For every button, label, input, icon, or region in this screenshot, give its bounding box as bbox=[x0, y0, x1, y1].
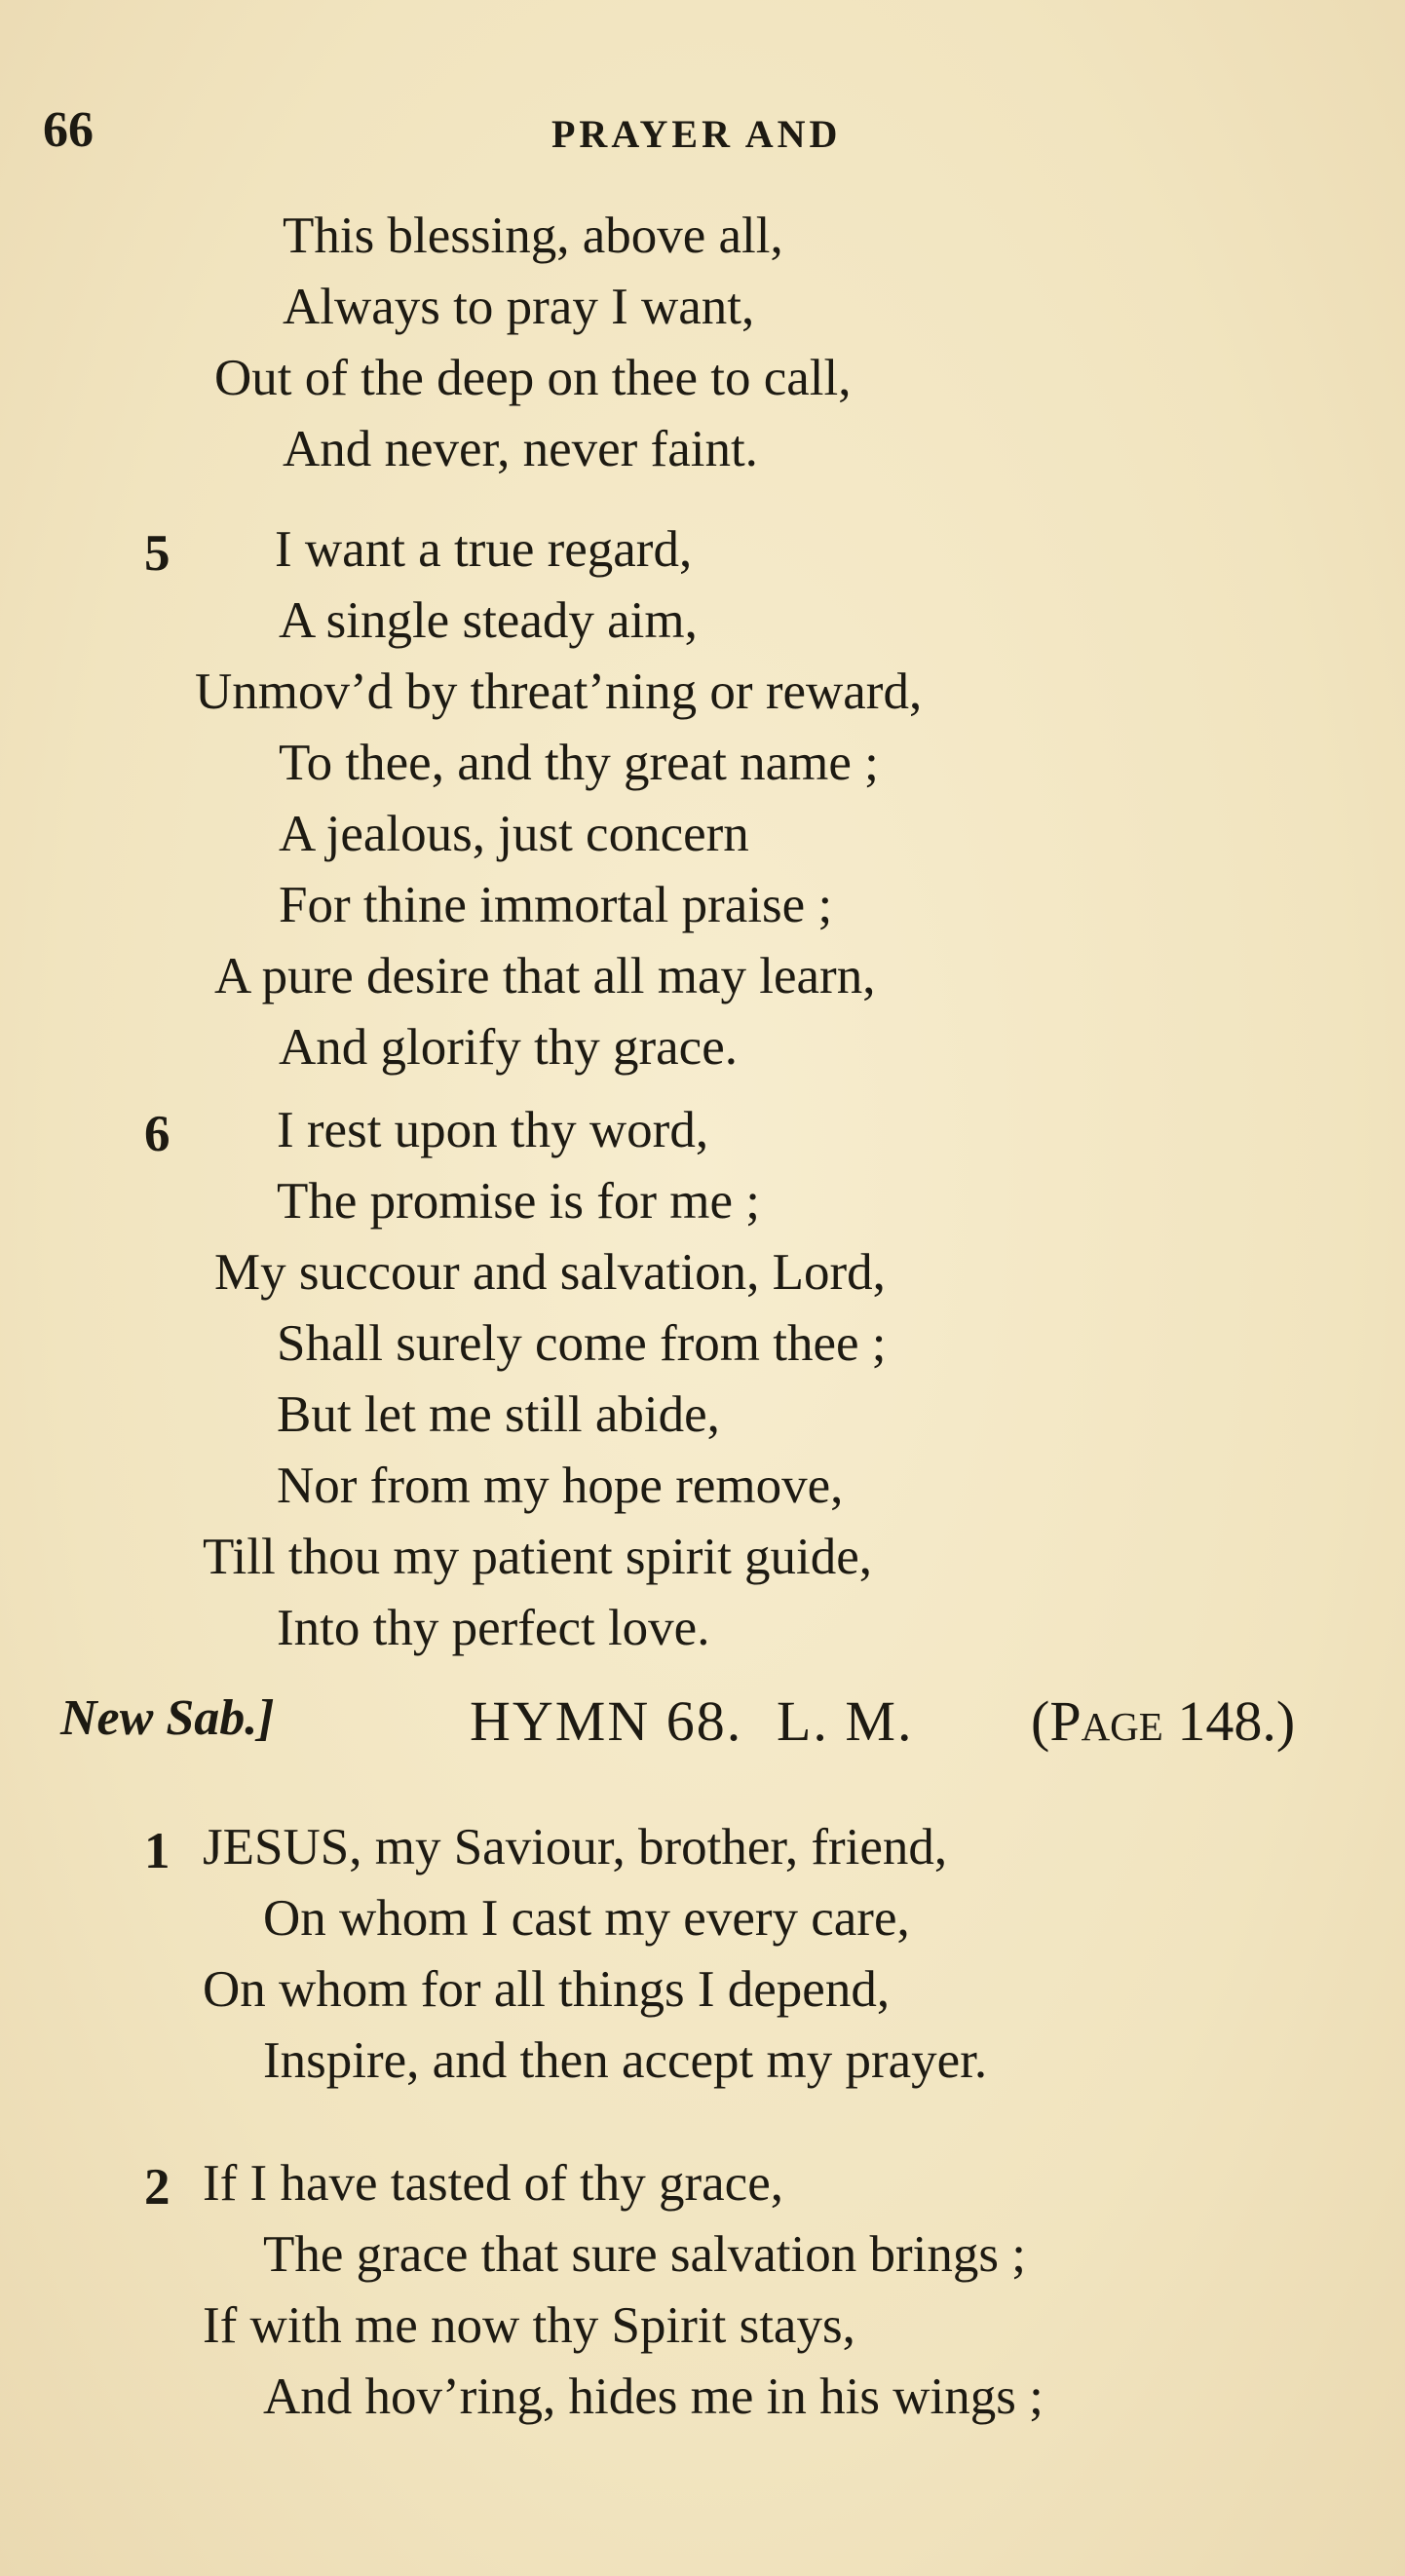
running-head: PRAYER AND bbox=[551, 112, 842, 156]
verse-line: On whom I cast my every care, bbox=[263, 1890, 910, 1947]
verse-number: 6 bbox=[144, 1106, 171, 1162]
verse-line: Out of the deep on thee to call, bbox=[214, 350, 852, 406]
hymn-meter: L. M. bbox=[777, 1689, 914, 1753]
verse-line: A pure desire that all may learn, bbox=[214, 948, 876, 1004]
verse-line: I rest upon thy word, bbox=[277, 1102, 709, 1158]
verse-line: JESUS, my Saviour, brother, friend, bbox=[203, 1819, 948, 1875]
verse-line: And never, never faint. bbox=[283, 421, 758, 477]
verse-line: A jealous, just concern bbox=[279, 806, 749, 862]
verse-line: Nor from my hope remove, bbox=[277, 1458, 844, 1514]
verse-number: 2 bbox=[144, 2159, 171, 2216]
hymn-title: HYMN 68. bbox=[470, 1689, 743, 1753]
verse-line: The promise is for me ; bbox=[277, 1173, 761, 1230]
verse-line: Shall surely come from thee ; bbox=[277, 1315, 887, 1372]
verse-line: For thine immortal praise ; bbox=[279, 877, 833, 933]
verse-line: And glorify thy grace. bbox=[279, 1019, 738, 1076]
verse-line: I want a true regard, bbox=[275, 521, 693, 578]
verse-number: 1 bbox=[144, 1823, 171, 1879]
verse-line: If with me now thy Spirit stays, bbox=[203, 2297, 855, 2354]
tune-name: New Sab.] bbox=[60, 1690, 275, 1746]
page-header bbox=[0, 97, 1405, 166]
page-number: 66 bbox=[43, 102, 94, 158]
verse-line: But let me still abide, bbox=[277, 1386, 720, 1443]
verse-line: Into thy perfect love. bbox=[277, 1600, 710, 1656]
page-reference: (Page 148.) bbox=[1031, 1689, 1296, 1753]
verse-line: A single steady aim, bbox=[279, 592, 698, 649]
verse-line: Till thou my patient spirit guide, bbox=[203, 1529, 873, 1585]
verse-line: If I have tasted of thy grace, bbox=[203, 2155, 783, 2212]
verse-line: My succour and salvation, Lord, bbox=[214, 1244, 886, 1301]
hymn-heading bbox=[60, 1689, 1395, 1762]
verse-line: Always to pray I want, bbox=[283, 279, 755, 335]
verse-line: Inspire, and then accept my prayer. bbox=[263, 2032, 988, 2089]
verse-line: The grace that sure salvation brings ; bbox=[263, 2226, 1026, 2283]
verse-line: This blessing, above all, bbox=[283, 208, 783, 264]
verse-number: 5 bbox=[144, 525, 171, 582]
verse-line: On whom for all things I depend, bbox=[203, 1961, 891, 2018]
verse-line: Unmov’d by threat’ning or reward, bbox=[195, 663, 923, 720]
verse-line: To thee, and thy great name ; bbox=[279, 735, 879, 791]
verse-line: And hov’ring, hides me in his wings ; bbox=[263, 2368, 1044, 2425]
